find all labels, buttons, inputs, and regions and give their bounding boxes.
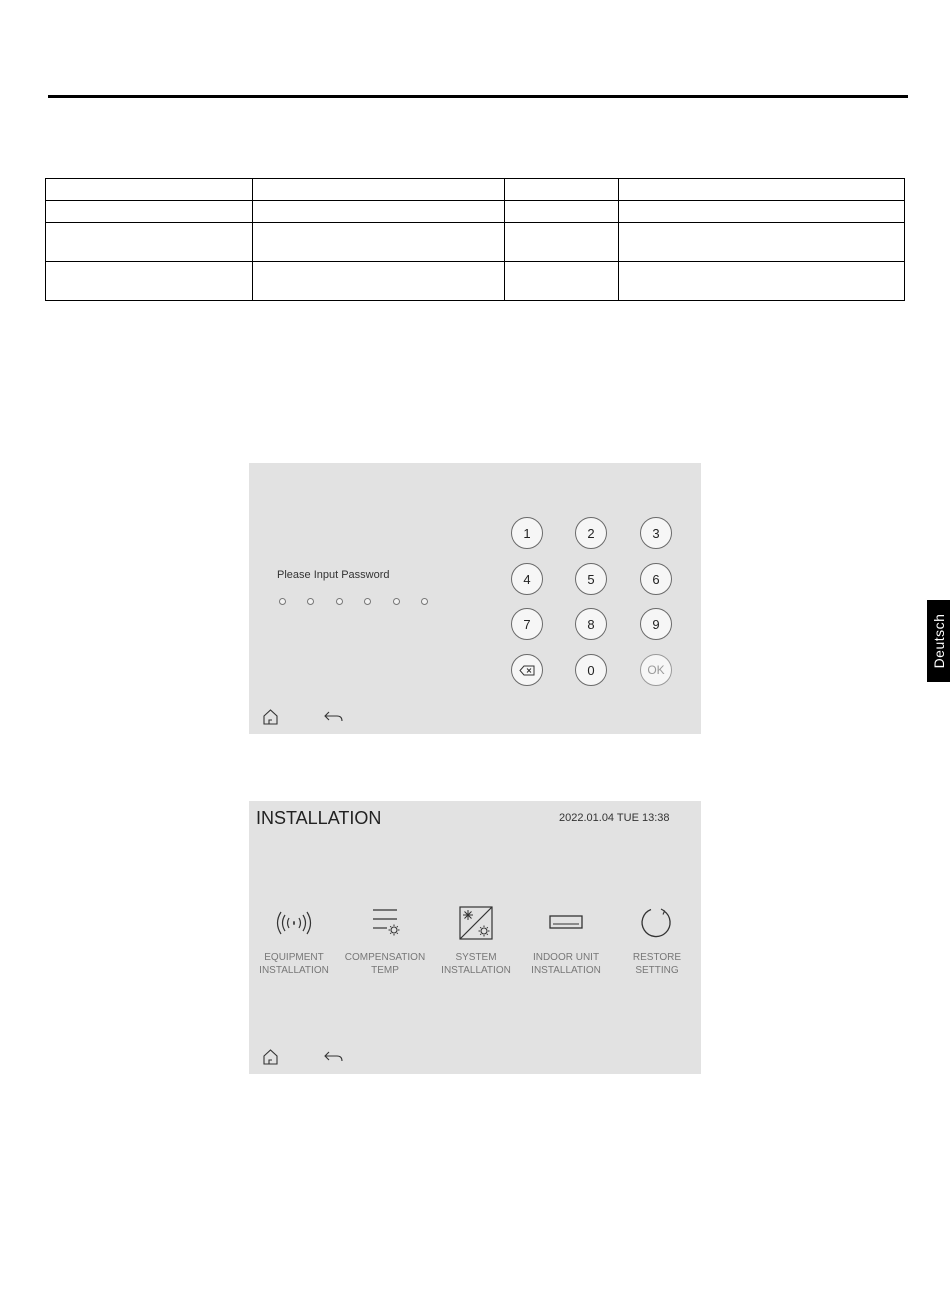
- table-cell: [505, 223, 619, 262]
- language-tab: [927, 600, 950, 682]
- table-cell: [253, 201, 505, 223]
- table-cell: [619, 201, 905, 223]
- key-3[interactable]: 3: [640, 517, 672, 549]
- key-7[interactable]: 7: [511, 608, 543, 640]
- table-cell: [505, 262, 619, 301]
- indoor-unit-icon: [546, 906, 586, 940]
- back-arrow-icon[interactable]: [324, 711, 344, 723]
- table-row: [46, 223, 905, 262]
- key-1[interactable]: 1: [511, 517, 543, 549]
- page-title: INSTALLATION: [256, 808, 382, 828]
- table-cell: [619, 179, 905, 201]
- backspace-icon: [519, 665, 535, 676]
- indoor-unit-installation-label: INDOOR UNIT INSTALLATION: [531, 952, 601, 976]
- table-cell: [46, 262, 253, 301]
- datetime-display: 2022.01.04 TUE 13:38: [559, 812, 670, 824]
- key-6[interactable]: 6: [640, 563, 672, 595]
- table-cell: [46, 179, 253, 201]
- password-dot: [364, 598, 371, 605]
- key-2[interactable]: 2: [575, 517, 607, 549]
- system-installation-label: SYSTEM INSTALLATION: [441, 952, 511, 976]
- password-dot: [336, 598, 343, 605]
- back-arrow-icon[interactable]: [324, 1051, 344, 1063]
- wireless-signal-icon: [274, 906, 314, 940]
- indoor-unit-installation-item[interactable]: [521, 906, 611, 977]
- table-cell: [619, 262, 905, 301]
- restore-setting-label: RESTORE SETTING: [632, 952, 682, 976]
- password-prompt: Please Input Password: [277, 569, 390, 581]
- equipment-installation-item[interactable]: [249, 906, 339, 977]
- table-cell: [505, 201, 619, 223]
- home-icon[interactable]: [262, 708, 279, 725]
- installation-screen: [249, 801, 701, 1074]
- language-tab-label: Deutsch: [930, 613, 947, 669]
- system-mode-icon: [456, 906, 496, 940]
- home-icon[interactable]: [262, 1048, 279, 1065]
- password-dot: [307, 598, 314, 605]
- key-8[interactable]: 8: [575, 608, 607, 640]
- equipment-installation-label: EQUIPMENT INSTALLATION: [259, 952, 329, 976]
- table-row: [46, 201, 905, 223]
- restore-setting-item[interactable]: [612, 906, 702, 977]
- spec-table: [45, 178, 905, 301]
- restore-icon: [637, 906, 677, 940]
- table-cell: [253, 223, 505, 262]
- password-dot: [393, 598, 400, 605]
- header-rule: [48, 95, 908, 98]
- temperature-compensation-icon: [365, 906, 405, 940]
- key-0[interactable]: 0: [575, 654, 607, 686]
- table-cell: [253, 179, 505, 201]
- key-4[interactable]: 4: [511, 563, 543, 595]
- table-cell: [46, 201, 253, 223]
- key-5[interactable]: 5: [575, 563, 607, 595]
- table-cell: [619, 223, 905, 262]
- backspace-key[interactable]: [511, 654, 543, 686]
- ok-key[interactable]: OK: [640, 654, 672, 686]
- key-9[interactable]: 9: [640, 608, 672, 640]
- table-row: [46, 262, 905, 301]
- password-screen: [249, 463, 701, 734]
- password-dot: [279, 598, 286, 605]
- table-cell: [505, 179, 619, 201]
- table-cell: [253, 262, 505, 301]
- compensation-temp-item[interactable]: [340, 906, 430, 977]
- system-installation-item[interactable]: [431, 906, 521, 977]
- password-dot: [421, 598, 428, 605]
- table-row: [46, 179, 905, 201]
- table-cell: [46, 223, 253, 262]
- compensation-temp-label: COMPENSATION TEMP: [344, 952, 426, 976]
